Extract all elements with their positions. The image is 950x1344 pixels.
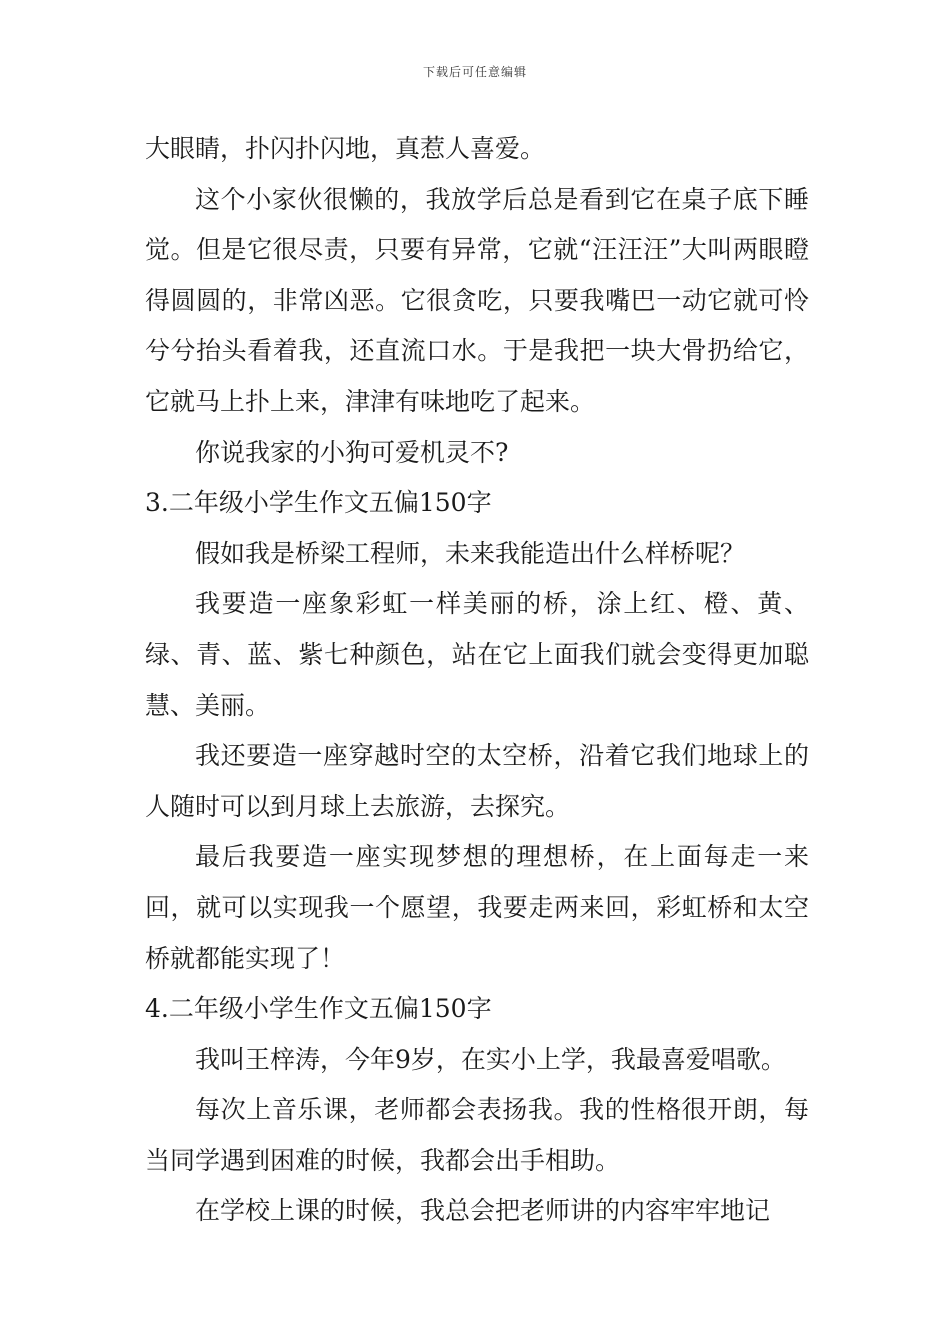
paragraph: 这个小家伙很懒的，我放学后总是看到它在桌子底下睡觉。但是它很尽责，只要有异常，它就“汪汪汪”大叫两眼瞪得圆圆的，非常凶恶。它很贪吃，只要我嘴巴一动它就可怜兮兮抬头看着我，还直流口水。于是我把一块大骨扔给它，它就马上扑上来，津津有味地吃了起来。 bbox=[145, 184, 809, 416]
section-heading: 4.二年级小学生作文五偏150字 bbox=[145, 994, 492, 1024]
page-header: 下载后可任意编辑 bbox=[422, 65, 527, 79]
paragraph: 我还要造一座穿越时空的太空桥，沿着它我们地球上的人随时可以到月球上去旅游，去探究。 bbox=[145, 741, 809, 821]
paragraph: 在学校上课的时候，我总会把老师讲的内容牢牢地记 bbox=[195, 1196, 771, 1226]
paragraph: 假如我是桥梁工程师，未来我能造出什么样桥呢？ bbox=[195, 538, 746, 568]
document-body bbox=[145, 124, 809, 1237]
paragraph: 我叫王梓涛，今年9岁，在实小上学，我最喜爱唱歌。 bbox=[195, 1044, 786, 1074]
paragraph: 你说我家的小狗可爱机灵不? bbox=[195, 437, 509, 467]
paragraph: 最后我要造一座实现梦想的理想桥，在上面每走一来回，就可以实现我一个愿望，我要走两来回，彩虹桥和太空桥就都能实现了！ bbox=[145, 842, 809, 973]
paragraph: 大眼睛，扑闪扑闪地，真惹人喜爱。 bbox=[145, 134, 546, 163]
paragraph: 我要造一座象彩虹一样美丽的桥，涂上红、橙、黄、绿、青、蓝、紫七种颜色，站在它上面我们就会变得更加聪慧、美丽。 bbox=[145, 589, 809, 720]
section-heading: 3.二年级小学生作文五偏150字 bbox=[145, 488, 492, 518]
paragraph: 每次上音乐课，老师都会表扬我。我的性格很开朗，每当同学遇到困难的时候，我都会出手相助。 bbox=[145, 1095, 809, 1175]
